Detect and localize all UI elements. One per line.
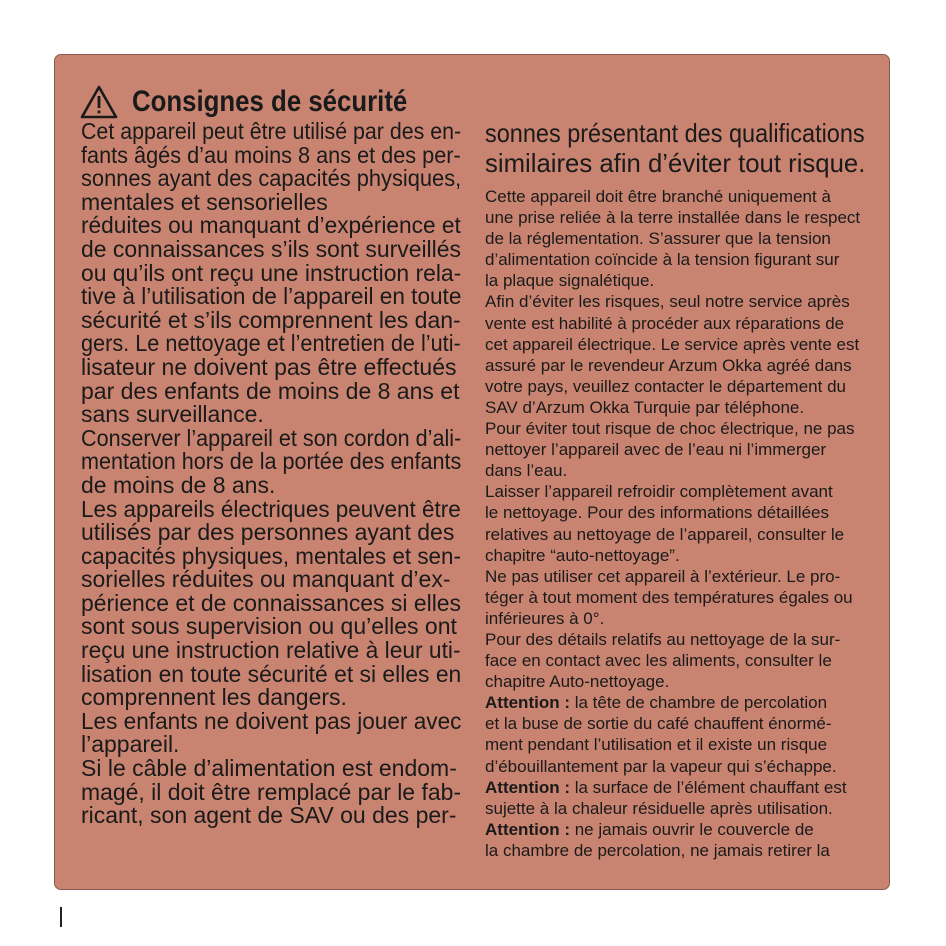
left-text-line: ricant, son agent de SAV ou des per- xyxy=(81,802,457,829)
right-text-line: SAV d’Arzum Okka Turquie par téléphone. xyxy=(485,397,805,417)
right-text-line: d’ébouillantement par la vapeur qui s’échappe. xyxy=(485,756,837,776)
right-text-line: dans l’eau. xyxy=(485,461,568,481)
right-text-line: téger à tout moment des températures égales ou xyxy=(485,587,853,607)
attention-label: Attention : xyxy=(485,693,570,713)
attention-text: la surface de l’élément chauffant est xyxy=(569,777,847,797)
right-text-line: Afin d’éviter les risques, seul notre service après xyxy=(485,292,850,312)
attention-line xyxy=(485,692,865,713)
spacer xyxy=(485,178,865,186)
right-text-line: votre pays, veuillez contacter le département du xyxy=(485,376,846,396)
left-text-line: capacités physiques, mentales et sen- xyxy=(81,542,461,569)
right-text-line: nettoyer l’appareil avec de l’eau ni l’immerger xyxy=(485,440,827,460)
left-text-line: réduites ou manquant d’expérience et xyxy=(81,212,461,239)
right-text-line: et la buse de sortie du café chauffent énormé- xyxy=(485,714,832,734)
right-text-line: face en contact avec les aliments, consulter le xyxy=(485,651,832,671)
left-text-line: lisation en toute sécurité et si elles en xyxy=(81,660,462,687)
right-text-line: Laisser l’appareil refroidir complètement avant xyxy=(485,482,833,502)
attention-line xyxy=(485,819,865,840)
right-column xyxy=(485,118,865,861)
left-column xyxy=(81,120,461,828)
warning-triangle-icon xyxy=(80,85,118,119)
right-text-line: Ne pas utiliser cet appareil à l’extérieur. Le pro- xyxy=(485,566,841,586)
left-text-line: Conserver l’appareil et son cordon d’ali- xyxy=(81,424,462,451)
left-text-line: fants âgés d’au moins 8 ans et des per- xyxy=(81,141,461,168)
left-text-line: sorielles réduites ou manquant d’ex- xyxy=(81,566,451,593)
right-text-line: chapitre Auto-nettoyage. xyxy=(485,672,670,692)
left-text-line: reçu une instruction relative à leur uti- xyxy=(81,637,461,664)
right-text-line: Cette appareil doit être branché uniquement à xyxy=(485,187,831,206)
left-text-line: sont sous supervision ou qu’elles ont xyxy=(81,613,457,640)
right-text-line: chapitre “auto-nettoyage”. xyxy=(485,545,680,565)
crop-mark xyxy=(60,907,62,927)
left-text-line: utilisés par des personnes ayant des xyxy=(81,519,455,546)
left-text-line: Les appareils électriques peuvent être xyxy=(81,495,461,522)
attention-label: Attention : xyxy=(485,819,570,839)
left-text-line: mentation hors de la portée des enfants xyxy=(81,448,462,475)
attention-line xyxy=(485,777,865,798)
left-text-line: Cet appareil peut être utilisé par des en- xyxy=(81,118,462,144)
left-text-line: sonnes ayant des capacités physiques, xyxy=(81,165,462,192)
right-text-line: de la réglementation. S’assurer que la tension xyxy=(485,229,831,249)
left-text-line: de moins de 8 ans. xyxy=(81,471,276,498)
attention-text: la tête de chambre de percolation xyxy=(569,693,828,713)
left-text-line: par des enfants de moins de 8 ans et xyxy=(81,377,460,404)
right-text-line: relatives au nettoyage de l’appareil, consulter le xyxy=(485,524,845,544)
right-lead-line: sonnes présentant des qualifications xyxy=(485,118,865,148)
attention-label: Attention : xyxy=(485,777,570,797)
attention-text: ne jamais ouvrir le couvercle de xyxy=(569,819,814,839)
right-text-line: ment pendant l’utilisation et il existe un risque xyxy=(485,735,828,755)
right-text-line: cet appareil électrique. Le service après vente est xyxy=(485,334,860,354)
title-text: Consignes de sécurité xyxy=(132,85,408,118)
right-text-line: Pour éviter tout risque de choc électrique, ne pas xyxy=(485,419,855,439)
left-text-line: mentales et sensorielles xyxy=(81,188,328,215)
left-text-line: Si le câble d’alimentation est endom- xyxy=(81,755,457,782)
left-text-line: sans surveillance. xyxy=(81,401,264,428)
page-title xyxy=(80,82,452,122)
left-text-line: gers. Le nettoyage et l’entretien de l’uti- xyxy=(81,330,461,357)
left-text-line: périence et de connaissances si elles xyxy=(81,589,462,616)
right-text-line: une prise reliée à la terre installée dans le respect xyxy=(485,208,861,228)
right-lead-line: similaires afin d’éviter tout risque. xyxy=(485,148,866,178)
left-text-line: lisateur ne doivent pas être effectués xyxy=(81,353,457,380)
left-text-line: Les enfants ne doivent pas jouer avec xyxy=(81,707,462,734)
left-text-line: de connaissances s’ils sont surveillés xyxy=(81,235,461,262)
left-text-line: comprennent les dangers. xyxy=(81,684,347,711)
right-text-line: la plaque signalétique. xyxy=(485,271,655,291)
right-text-line: sujette à la chaleur résiduelle après utilisation. xyxy=(485,798,833,818)
left-text-line: sécurité et s’ils comprennent les dan- xyxy=(81,306,461,333)
right-text-line: le nettoyage. Pour des informations détaillées xyxy=(485,503,829,523)
right-text-line: la chambre de percolation, ne jamais retirer la xyxy=(485,840,830,860)
left-text-line: tive à l’utilisation de l’appareil en toute xyxy=(81,283,462,310)
left-text-line: ou qu’ils ont reçu une instruction rela- xyxy=(81,259,462,286)
right-text-line: vente est habilité à procéder aux réparations de xyxy=(485,313,845,333)
right-text-line: inférieures à 0°. xyxy=(485,608,605,628)
right-text-line: d’alimentation coïncide à la tension figurant sur xyxy=(485,250,840,270)
right-text-line: Pour des détails relatifs au nettoyage de la sur- xyxy=(485,629,841,649)
right-text-line: assuré par le revendeur Arzum Okka agréé dans xyxy=(485,355,852,375)
left-text-line: magé, il doit être remplacé par le fab- xyxy=(81,778,461,805)
left-text-line: l’appareil. xyxy=(81,731,180,758)
